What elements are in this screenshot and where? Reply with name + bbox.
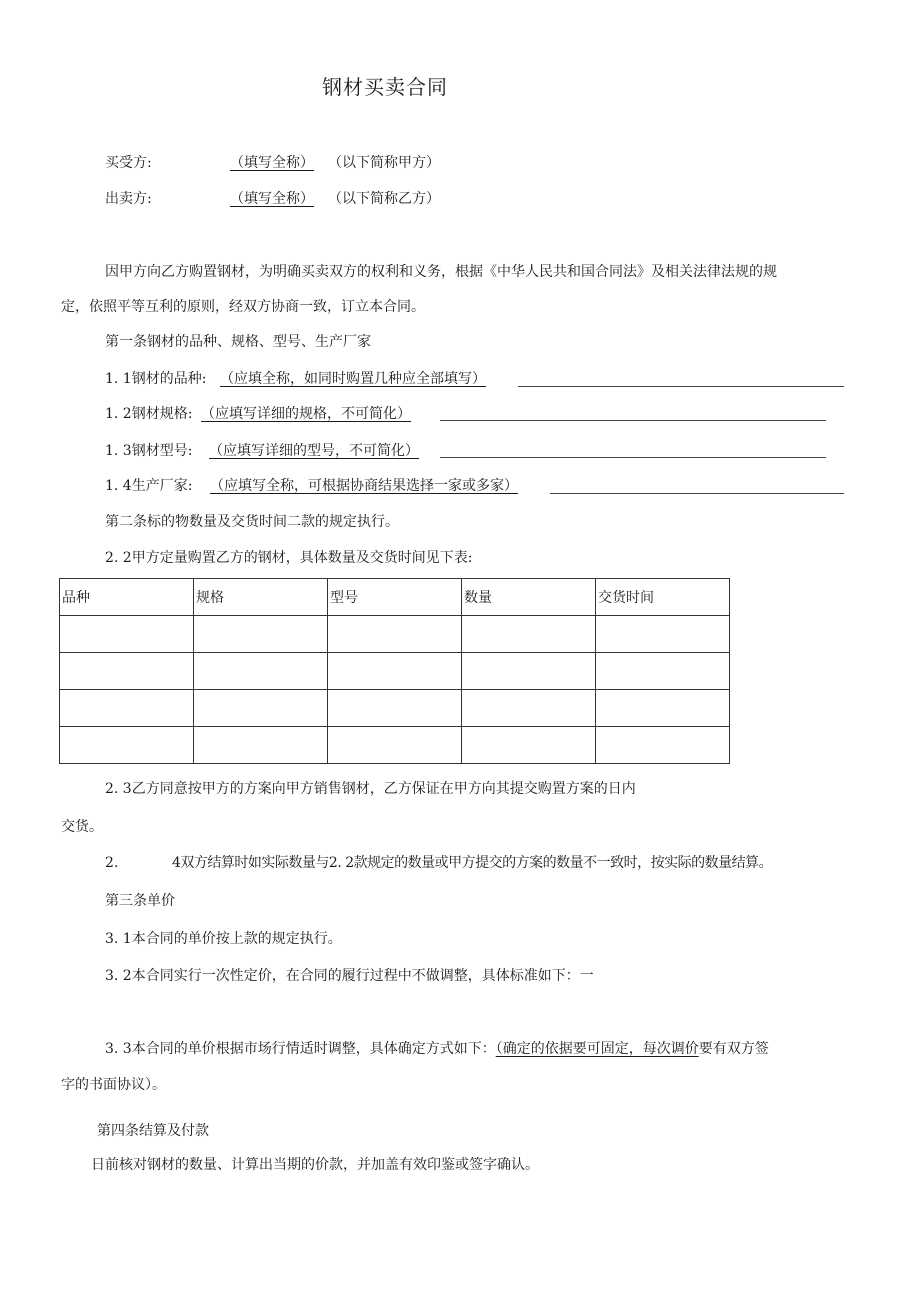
table-cell[interactable] xyxy=(60,653,194,690)
table-cell[interactable] xyxy=(194,653,328,690)
table-cell[interactable] xyxy=(462,690,596,727)
table-cell[interactable] xyxy=(60,727,194,764)
variety-fill-line xyxy=(518,386,844,387)
table-cell[interactable] xyxy=(596,616,730,653)
table-row xyxy=(60,616,730,653)
table-cell[interactable] xyxy=(596,653,730,690)
article-3-item-1: 3. 1本合同的单价按上款的规定执行。 xyxy=(105,931,342,947)
table-row xyxy=(60,727,730,764)
article-3-item-3-text-end: 要有双方签 xyxy=(698,1041,769,1057)
table-cell[interactable] xyxy=(596,727,730,764)
table-header-row xyxy=(60,579,730,616)
article-2-item-3-line-2: 交货。 xyxy=(61,819,103,835)
article-2-item-3-line-1: 2. 3乙方同意按甲方的方案向甲方销售钢材，乙方保证在甲方向其提交购置方案的日内 xyxy=(105,781,636,797)
table-cell[interactable] xyxy=(194,690,328,727)
table-cell[interactable] xyxy=(328,616,462,653)
table-cell[interactable] xyxy=(194,727,328,764)
table-cell[interactable] xyxy=(328,690,462,727)
intro-line-2: 定，依照平等互利的原则，经双方协商一致，订立本合同。 xyxy=(61,299,425,315)
page-title: 钢材买卖合同 xyxy=(322,75,448,99)
variety-field[interactable]: （应填全称，如同时购置几种应全部填写） xyxy=(220,371,486,387)
table-header: 交货时间 xyxy=(596,579,730,616)
table-cell[interactable] xyxy=(328,653,462,690)
model-label: 1. 3钢材型号: xyxy=(105,443,193,459)
table-cell[interactable] xyxy=(596,690,730,727)
table-header: 数量 xyxy=(462,579,596,616)
seller-name-field[interactable]: （填写全称） xyxy=(230,191,314,207)
buyer-note: （以下简称甲方） xyxy=(328,155,440,171)
variety-label: 1. 1钢材的品种: xyxy=(105,371,207,387)
seller-note: （以下简称乙方） xyxy=(328,191,440,207)
intro-line-1: 因甲方向乙方购置钢材，为明确买卖双方的权利和义务，根据《中华人民共和国合同法》及相关法律法规的规 xyxy=(105,264,777,280)
table-header: 型号 xyxy=(328,579,462,616)
table-header: 规格 xyxy=(194,579,328,616)
buyer-label: 买受方: xyxy=(105,155,152,171)
article-3-title: 第三条单价 xyxy=(105,893,175,909)
article-3-item-3 xyxy=(105,1039,769,1059)
table-cell[interactable] xyxy=(60,690,194,727)
spec-label: 1. 2钢材规格: xyxy=(105,406,193,422)
table-cell[interactable] xyxy=(194,616,328,653)
manufacturer-field[interactable]: （应填写全称，可根据协商结果选择一家或多家） xyxy=(210,478,518,494)
buyer-name-field[interactable]: （填写全称） xyxy=(230,155,314,171)
quantity-table xyxy=(59,578,730,764)
article-3-item-3-text: 3. 3本合同的单价根据市场行情适时调整，具体确定方式如下： xyxy=(105,1041,496,1057)
table-cell[interactable] xyxy=(462,616,596,653)
article-1-title: 第一条钢材的品种、规格、型号、生产厂家 xyxy=(105,334,371,350)
spec-fill-line xyxy=(440,420,826,421)
table-header: 品种 xyxy=(60,579,194,616)
manufacturer-fill-line xyxy=(550,493,844,494)
article-2-item-2: 2. 2甲方定量购置乙方的钢材，具体数量及交货时间见下表: xyxy=(105,550,473,566)
table-cell[interactable] xyxy=(462,653,596,690)
price-basis-field[interactable]: （确定的依据要可固定，每次调价 xyxy=(495,1041,699,1057)
article-4-title: 第四条结算及付款 xyxy=(97,1123,209,1139)
model-fill-line xyxy=(440,457,826,458)
spec-field[interactable]: （应填写详细的规格，不可简化） xyxy=(201,406,411,422)
seller-label: 出卖方: xyxy=(105,191,152,207)
table-cell[interactable] xyxy=(60,616,194,653)
table-row xyxy=(60,690,730,727)
article-3-item-3-line-2: 字的书面协议）。 xyxy=(61,1077,166,1093)
article-4-line-1: 日前核对钢材的数量、计算出当期的价款，并加盖有效印鉴或签字确认。 xyxy=(91,1157,539,1173)
article-2-title: 第二条标的物数量及交货时间二款的规定执行。 xyxy=(105,514,399,530)
table-cell[interactable] xyxy=(328,727,462,764)
table-row xyxy=(60,653,730,690)
article-3-item-2: 3. 2本合同实行一次性定价，在合同的履行过程中不做调整，具体标准如下：一 xyxy=(105,968,594,984)
article-2-item-4-text: 4双方结算时如实际数量与2. 2款规定的数量或甲方提交的方案的数量不一致时，按实际的数量结算。 xyxy=(172,855,773,871)
table-cell[interactable] xyxy=(462,727,596,764)
manufacturer-label: 1. 4生产厂家: xyxy=(105,478,193,494)
model-field[interactable]: （应填写详细的型号，不可简化） xyxy=(209,443,419,459)
article-2-item-4-number: 2. xyxy=(105,855,119,871)
